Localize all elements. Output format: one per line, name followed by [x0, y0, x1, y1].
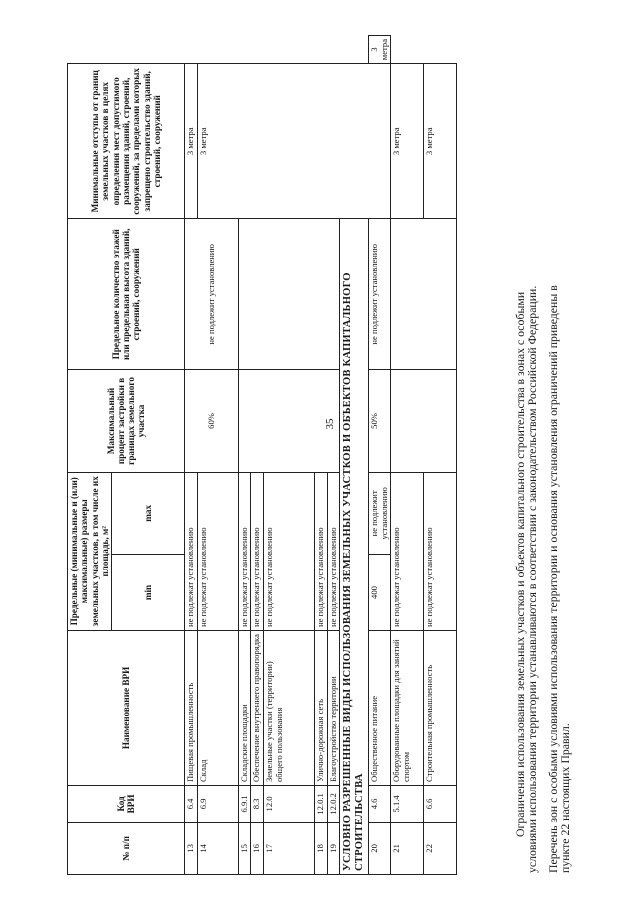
block1-percent: 60%: [185, 370, 239, 472]
row-minmax: не подлежат установлению: [185, 472, 198, 630]
row-name: Земельные участки (территории) общего пользования: [264, 630, 315, 785]
header-floors: Предельное количество этажей или предельная высота зданий, строений, сооружений: [68, 219, 185, 370]
row-name: Обеспечение внутреннего правопорядка: [251, 630, 264, 785]
block1-floors-empty: [238, 219, 340, 370]
block1-floors: не подлежит установлению: [185, 219, 239, 370]
paragraph-zones-list: [548, 33, 572, 873]
row-name: Строительная промышленность: [424, 630, 457, 785]
row-floors-empty: [391, 219, 457, 370]
row-min: 400: [369, 555, 391, 631]
row-minmax: не подлежат установлению: [238, 472, 251, 630]
header-build-percent: Максимальный процент застройки в границах земельного участка: [68, 370, 185, 472]
row-code: 8.3: [251, 786, 264, 823]
row-name: Оборудованные площадки для занятий спортом: [391, 630, 424, 785]
row-indent: 3 метра: [391, 64, 424, 219]
header-max: max: [112, 472, 185, 554]
block-indent: 3 метра: [197, 64, 390, 219]
row-num: 22: [424, 822, 457, 874]
row-code: 12.0: [264, 786, 315, 823]
row-percent: 50%: [369, 370, 391, 472]
paragraph-line: Ограничения использования земельных участков и объектов капитального строительства в зонах с особыми: [513, 291, 527, 837]
paragraph-line: условиями использования территории устанавливаются в соответствии с законодательством Российской Федерации.: [524, 285, 539, 873]
row-percent-empty: [391, 370, 457, 472]
paragraph-line: пункте 22 настоящих Правил.: [557, 723, 572, 873]
row-indent: 3 метра: [369, 36, 391, 64]
header-sizes-group: Предельные (минимальные и (или) максимальные) размеры земельных участков, в том числе их площадь, м²: [68, 472, 112, 630]
row-code: 5.1.4: [391, 786, 424, 823]
header-min: min: [112, 555, 185, 631]
row-minmax: не подлежат установлению: [391, 472, 424, 630]
row-name: Благоустройство территории: [327, 630, 340, 785]
page-number: 35: [324, 418, 336, 430]
row-minmax: не подлежат установлению: [197, 472, 238, 630]
row-num: 17: [264, 822, 315, 874]
row-code: 12.0.1: [315, 786, 328, 823]
row-code: 4.6: [369, 786, 391, 823]
row-indent: 3 метра: [424, 64, 457, 219]
row-name: Склад: [197, 630, 238, 785]
row-code: 12.0.2: [327, 786, 340, 823]
row-code: 6.9.1: [238, 786, 251, 823]
row-num: 18: [315, 822, 328, 874]
row-name: Улично-дорожная сеть: [315, 630, 328, 785]
paragraph-line: Перечень зон с особыми условиями использования территории и основания установления ограничений приведены в: [546, 285, 560, 873]
row-code: 6.4: [185, 786, 198, 823]
row-num: 14: [197, 822, 238, 874]
row-name: Общественное питание: [369, 630, 391, 785]
table-row: [391, 36, 424, 875]
row-num: 16: [251, 822, 264, 874]
header-name: Наименование ВРИ: [68, 630, 185, 785]
row-num: 15: [238, 822, 251, 874]
row-num: 13: [185, 822, 198, 874]
header-code: Код ВРИ: [68, 786, 185, 823]
row-num: 21: [391, 822, 424, 874]
row-name: Складские площадки: [238, 630, 251, 785]
header-indent: Минимальные отступы от границ земельных участков в целях определения мест допустимого размещения зданий, строений, сооружений, за пределами которых запрещено строительство зданий, строений, сооружений: [68, 64, 185, 219]
rotated-page: [45, 17, 590, 887]
row-minmax: не подлежат установлению: [264, 472, 315, 630]
table-header-row: [68, 36, 112, 875]
row-minmax: не подлежат установлению: [251, 472, 264, 630]
table-row: [185, 36, 198, 875]
row-code: 6.6: [424, 786, 457, 823]
row-num: 20: [369, 822, 391, 874]
row-code: 6.9: [197, 786, 238, 823]
row-minmax: не подлежат установлению: [327, 472, 340, 630]
header-num: № п/п: [68, 822, 185, 874]
block1-percent-empty: [238, 370, 340, 472]
row-minmax: не подлежат установлению: [315, 472, 328, 630]
row-indent: 3 метра: [185, 64, 198, 219]
zoning-table: [67, 35, 457, 875]
section-title: УСЛОВНО РАЗРЕШЕННЫЕ ВИДЫ ИСПОЛЬЗОВАНИЯ ЗЕМЕЛЬНЫХ УЧАСТКОВ И ОБЪЕКТОВ КАПИТАЛЬНОГО СТРОИТЕЛЬСТВА: [340, 219, 369, 875]
row-name: Пищевая промышленность: [185, 630, 198, 785]
row-minmax: не подлежат установлению: [424, 472, 457, 630]
row-max: не подлежит установлению: [369, 472, 391, 554]
paragraph-restrictions: [515, 33, 539, 873]
row-num: 19: [327, 822, 340, 874]
row-floors: не подлежит установлению: [369, 219, 391, 370]
